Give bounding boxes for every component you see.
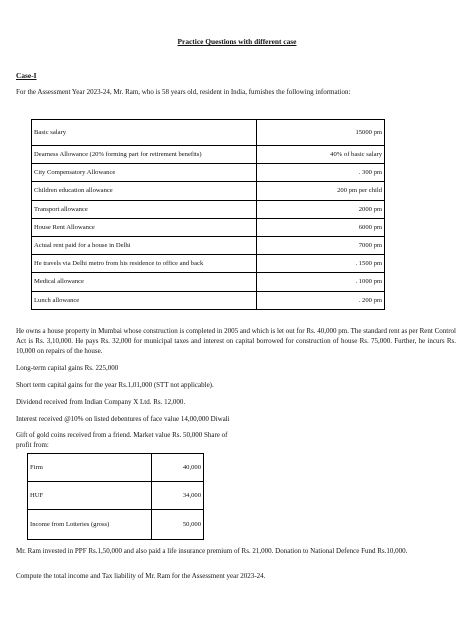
table-cell-item: Lunch allowance [32, 291, 257, 309]
table-cell-value: 6000 pm [257, 218, 385, 236]
table-row [32, 255, 385, 273]
table-cell-item: Transport allowance [32, 200, 257, 218]
page-title: Practice Questions with different case [177, 37, 297, 46]
table-cell-item: He travels via Delhi metro from his residence to office and back [32, 255, 257, 273]
table-cell-value: 200 pm per child [257, 182, 385, 200]
table-cell-value: 34,000 [152, 482, 204, 510]
table-row [32, 273, 385, 291]
table-row [32, 182, 385, 200]
table-cell-value: . 200 pm [257, 291, 385, 309]
table-row [32, 218, 385, 236]
table-row [32, 291, 385, 309]
table-cell-value: 2000 pm [257, 200, 385, 218]
text-line: Short term capital gains for the year Rs.1,01,000 (STT not applicable). [16, 381, 214, 389]
table-cell-value: 40,000 [152, 454, 204, 482]
text-line: Dividend received from Indian Company X Ltd. Rs. 12,000. [16, 398, 186, 406]
table-cell-item: HUF [28, 482, 152, 510]
text-line: Gift of gold coins received from a friend. Market value Rs. 50,000 Share of [16, 431, 228, 439]
question-text: Compute the total income and Tax liability of Mr. Ram for the Assessment year 2023-24. [16, 572, 266, 580]
table-cell-item: Firm [28, 454, 152, 482]
table-cell-value: 50,000 [152, 510, 204, 540]
table-row [32, 164, 385, 182]
case-heading: Case-I [16, 71, 37, 80]
investment-paragraph: Mr. Ram invested in PPF Rs.1,50,000 and also paid a life insurance premium of Rs. 21,000. Donation to National Defence Fund Rs.10,000. [16, 547, 408, 555]
table-cell-item: Income from Lotteries (gross) [28, 510, 152, 540]
table-cell-value: . 1000 pm [257, 273, 385, 291]
table-row [28, 482, 204, 510]
table-cell-item: Dearness Allowance (20% forming part for retirement benefits) [32, 146, 257, 164]
table-cell-value: . 300 pm [257, 164, 385, 182]
table-cell-item: City Compensatory Allowance [32, 164, 257, 182]
table-cell-value: . 1500 pm [257, 255, 385, 273]
table-cell-value: 7000 pm [257, 236, 385, 254]
table-cell-item: Children education allowance [32, 182, 257, 200]
table-row [28, 510, 204, 540]
income-table [31, 119, 385, 310]
text-line: profit from: [16, 441, 49, 449]
text-line: Interest received @10% on listed debentures of face value 14,00,000 Diwali [16, 415, 230, 423]
table-cell-item: Medical allowance [32, 273, 257, 291]
table-row [32, 120, 385, 146]
house-property-paragraph: He owns a house property in Mumbai whose construction is completed in 2005 and which is let out for Rs. 40,000 pm. The standard rent as per Rent Control Act is Rs. 3,10,000. He pays Rs. 32,000 for municipal taxes and interest on capital borrowed for construction of house Rs. 75,000. Further, he incurs Rs. 10,000 on repairs of the house. [16, 327, 456, 356]
table-cell-item: Basic salary [32, 120, 257, 146]
text-line: Long-term capital gains Rs. 225,000 [16, 364, 119, 372]
table-cell-item: Actual rent paid for a house in Delhi [32, 236, 257, 254]
table-row [28, 454, 204, 482]
table-cell-value: 15000 pm [257, 120, 385, 146]
table-row [32, 236, 385, 254]
table-row [32, 146, 385, 164]
table-cell-value: 40% of basic salary [257, 146, 385, 164]
table-row [32, 200, 385, 218]
profit-table [27, 453, 204, 540]
table-cell-item: House Rent Allowance [32, 218, 257, 236]
intro-text: For the Assessment Year 2023-24, Mr. Ram, who is 58 years old, resident in India, furnishes the following information: [16, 88, 351, 96]
